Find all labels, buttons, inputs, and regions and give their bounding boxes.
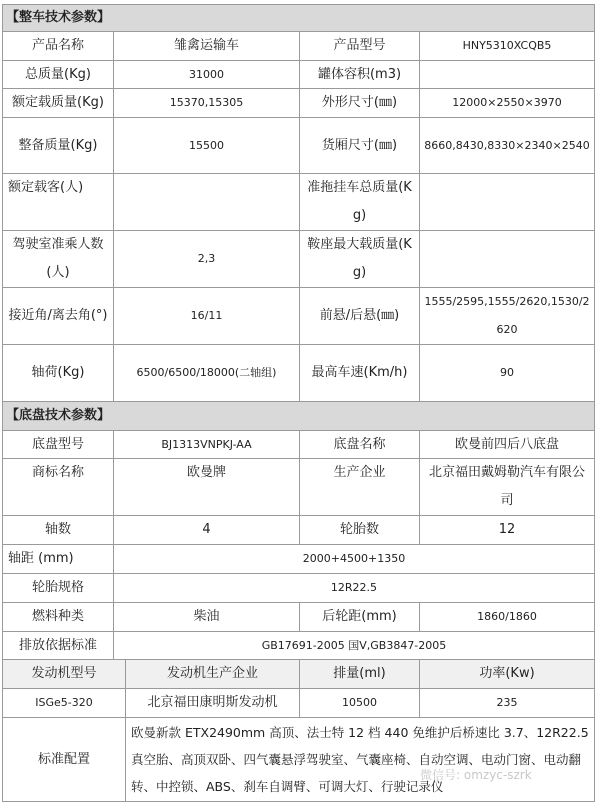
rated-load-value: 15370,15305 [114, 89, 300, 118]
rear-track-value: 1860/1860 [420, 603, 595, 632]
tire-spec-label: 轮胎规格 [2, 574, 114, 603]
chassis-section-header: 【底盘技术参数】 [2, 402, 595, 431]
saddle-load-label: 鞍座最大载质量(Kg) [300, 231, 420, 288]
overhang-value: 1555/2595,1555/2620,1530/2620 [420, 288, 595, 345]
maker-value: 北京福田戴姆勒汽车有限公司 [420, 459, 595, 516]
cargo-box-size-value: 8660,8430,8330×2340×2540 [420, 118, 595, 174]
standard-config-label: 标准配置 [2, 718, 126, 802]
brand-value: 欧曼牌 [114, 459, 300, 516]
engine-model-header: 发动机型号 [2, 660, 126, 689]
rated-passengers-value [114, 174, 300, 231]
product-model-label: 产品型号 [300, 32, 420, 61]
tank-volume-value [420, 61, 595, 89]
engine-maker-value: 北京福田康明斯发动机 [126, 689, 300, 718]
tank-volume-label: 罐体容积(m3) [300, 61, 420, 89]
engine-model-value: ISGe5-320 [2, 689, 126, 718]
wechat-watermark: 微信号: omzyc-szrk [420, 768, 532, 782]
cargo-box-size-label: 货厢尺寸(㎜) [300, 118, 420, 174]
engine-maker-header: 发动机生产企业 [126, 660, 300, 689]
power-header: 功率(Kw) [420, 660, 595, 689]
power-value: 235 [420, 689, 595, 718]
wheelbase-label: 轴距 (mm) [2, 545, 114, 574]
displacement-value: 10500 [300, 689, 420, 718]
wheelbase-value: 2000+4500+1350 [114, 545, 595, 574]
approach-departure-angle-value: 16/11 [114, 288, 300, 345]
rated-load-label: 额定载质量(Kg) [2, 89, 114, 118]
chassis-model-value: BJ1313VNPKJ-AA [114, 431, 300, 459]
max-speed-label: 最高车速(Km/h) [300, 345, 420, 402]
gross-mass-value: 31000 [114, 61, 300, 89]
tire-count-value: 12 [420, 516, 595, 545]
gross-mass-label: 总质量(Kg) [2, 61, 114, 89]
saddle-load-value [420, 231, 595, 288]
product-model-value: HNY5310XCQB5 [420, 32, 595, 61]
fuel-type-label: 燃料种类 [2, 603, 114, 632]
axle-count-value: 4 [114, 516, 300, 545]
curb-mass-value: 15500 [114, 118, 300, 174]
approach-departure-angle-label: 接近角/离去角(°) [2, 288, 114, 345]
displacement-header: 排量(ml) [300, 660, 420, 689]
product-name-label: 产品名称 [2, 32, 114, 61]
trailer-mass-value [420, 174, 595, 231]
overall-size-label: 外形尺寸(㎜) [300, 89, 420, 118]
chassis-name-label: 底盘名称 [300, 431, 420, 459]
rated-passengers-label: 额定载客(人) [2, 174, 114, 231]
emission-standard-value: GB17691-2005 国Ⅴ,GB3847-2005 [114, 632, 595, 660]
fuel-type-value: 柴油 [114, 603, 300, 632]
rear-track-label: 后轮距(mm) [300, 603, 420, 632]
maker-label: 生产企业 [300, 459, 420, 516]
axle-load-label: 轴荷(Kg) [2, 345, 114, 402]
brand-label: 商标名称 [2, 459, 114, 516]
product-name-value: 雏禽运输车 [114, 32, 300, 61]
standard-config-value: 欧曼新款 ETX2490mm 高顶、法士特 12 档 440 免维护后桥速比 3.7、12R22.5 真空胎、高顶双卧、四气囊悬浮驾驶室、气囊座椅、自动空调、电动门窗、电动翻转、中控锁、ABS、刹车自调臂、可调大灯、行驶记录仪 [126, 718, 595, 802]
axle-load-value: 6500/6500/18000(二轴组) [114, 345, 300, 402]
chassis-model-label: 底盘型号 [2, 431, 114, 459]
trailer-mass-label: 准拖挂车总质量(Kg) [300, 174, 420, 231]
chassis-name-value: 欧曼前四后八底盘 [420, 431, 595, 459]
curb-mass-label: 整备质量(Kg) [2, 118, 114, 174]
tire-count-label: 轮胎数 [300, 516, 420, 545]
vehicle-section-header: 【整车技术参数】 [2, 4, 595, 32]
cab-seats-value: 2,3 [114, 231, 300, 288]
cab-seats-label: 驾驶室准乘人数(人) [2, 231, 114, 288]
max-speed-value: 90 [420, 345, 595, 402]
axle-count-label: 轴数 [2, 516, 114, 545]
overhang-label: 前悬/后悬(㎜) [300, 288, 420, 345]
tire-spec-value: 12R22.5 [114, 574, 595, 603]
overall-size-value: 12000×2550×3970 [420, 89, 595, 118]
emission-standard-label: 排放依据标准 [2, 632, 114, 660]
